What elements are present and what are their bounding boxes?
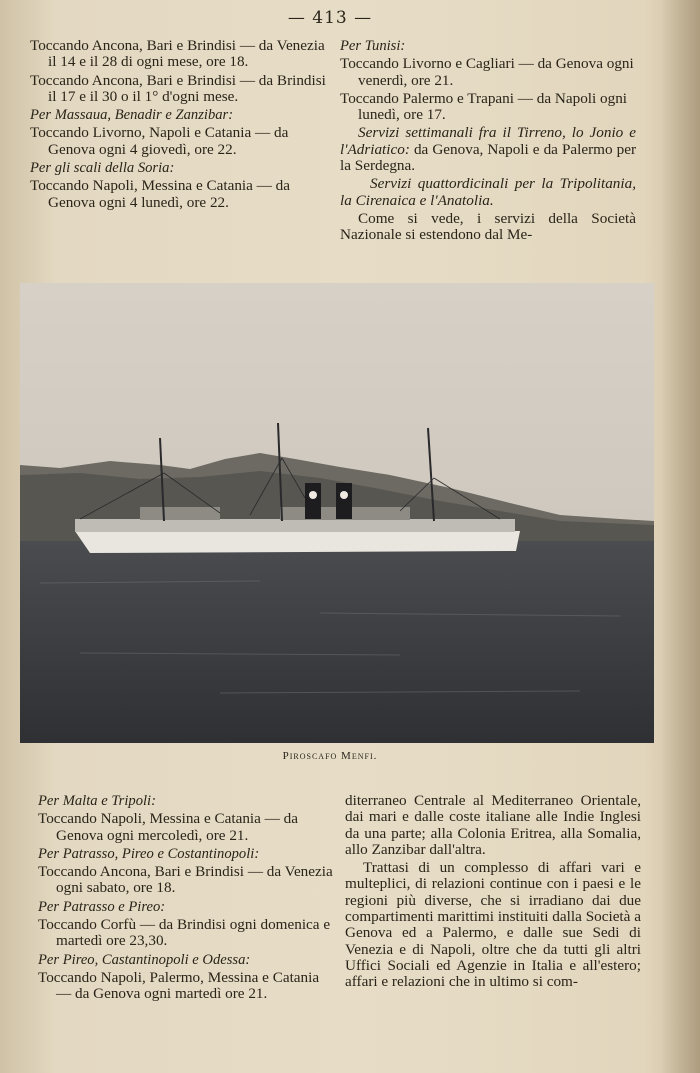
body-paragraph: diterraneo Centrale al Mediterraneo Orientale, dai mari e dalle coste italiane alle Indie Inglesi da una parte; alla Colonia Eritrea, alla Somalia, allo Zanzibar dall'altra.	[345, 792, 641, 858]
photo-sea	[20, 541, 654, 743]
page-number: — 413 —	[287, 8, 373, 28]
body-paragraph: Trattasi di un complesso di affari vari e multeplici, di relazioni continue con i paesi e le regioni più diverse, che si irradiano dai due compartimenti marittimi instituiti dalla Società a Genova ed a Palermo, e dalle sue Sedi di Venezia e di Napoli, oltre che da tutti gli altri Uffici Sociali ed Agenzie in Italia e all'estero; affari e relazioni che in ultimo si com-	[345, 859, 641, 991]
bottom-right-column	[345, 793, 641, 993]
top-left-column	[30, 38, 330, 213]
route-heading: Per Patrasso e Pireo:	[38, 898, 166, 915]
service-paragraph-text: da Genova, Napoli e da Palermo per la Serdegna.	[340, 140, 636, 175]
schedule-entry: Toccando Napoli, Palermo, Messina e Catania — da Genova ogni martedì ore 21.	[38, 968, 320, 1003]
route-heading: Per Tunisi:	[340, 38, 406, 54]
schedule-entry: Toccando Livorno, Napoli e Catania — da Genova ogni 4 giovedì, ore 22.	[30, 124, 289, 158]
route-heading: Per gli scali della Soria:	[30, 160, 175, 177]
body-paragraph: Come si vede, i servizi della Società Nazionale si estendono dal Me-	[340, 209, 636, 244]
service-paragraph-italic: Servizi quattordicinali per la Tripolitania, la Cirenaica e l'Anatolia.	[340, 175, 636, 209]
schedule-entry: Toccando Corfù — da Brindisi ogni domenica e martedì ore 23,30.	[38, 916, 331, 950]
ship-photo-illustration	[20, 283, 654, 743]
photo-caption: Piroscafo Menfi.	[282, 750, 378, 762]
schedule-entry: Toccando Palermo e Trapani — da Napoli ogni lunedì, ore 17.	[340, 89, 628, 124]
route-heading: Per Malta e Tripoli:	[38, 793, 156, 809]
service-paragraph	[340, 125, 636, 174]
schedule-entry: Toccando Ancona, Bari e Brindisi — da Venezia il 14 e il 28 di ogni mese, ore 18.	[30, 37, 325, 71]
schedule-entry: Toccando Livorno e Cagliari — da Genova ogni venerdì, ore 21.	[340, 55, 634, 89]
ship-photograph	[20, 283, 654, 743]
route-heading: Per Massaua, Benadir e Zanzibar:	[30, 107, 234, 124]
schedule-entry: Toccando Napoli, Messina e Catania — da Genova ogni 4 lunedì, ore 22.	[30, 177, 290, 211]
route-heading: Per Pireo, Castantinopoli e Odessa:	[38, 951, 251, 968]
page-edge-shadow	[660, 0, 700, 1073]
top-right-column	[340, 38, 636, 246]
schedule-entry: Toccando Ancona, Bari e Brindisi — da Venezia ogni sabato, ore 18.	[38, 863, 333, 897]
route-heading: Per Patrasso, Pireo e Costantinopoli:	[38, 845, 260, 862]
schedule-entry: Toccando Ancona, Bari e Brindisi — da Brindisi il 17 e il 30 o il 1° d'ogni mese.	[30, 71, 326, 105]
service-paragraph-italic: Servizi settimanali fra il Tirreno, lo Jonio e l'Adriatico:	[340, 124, 636, 158]
bottom-left-column	[38, 793, 334, 1005]
schedule-entry: Toccando Napoli, Messina e Catania — da Genova ogni mercoledì, ore 21.	[38, 810, 298, 844]
